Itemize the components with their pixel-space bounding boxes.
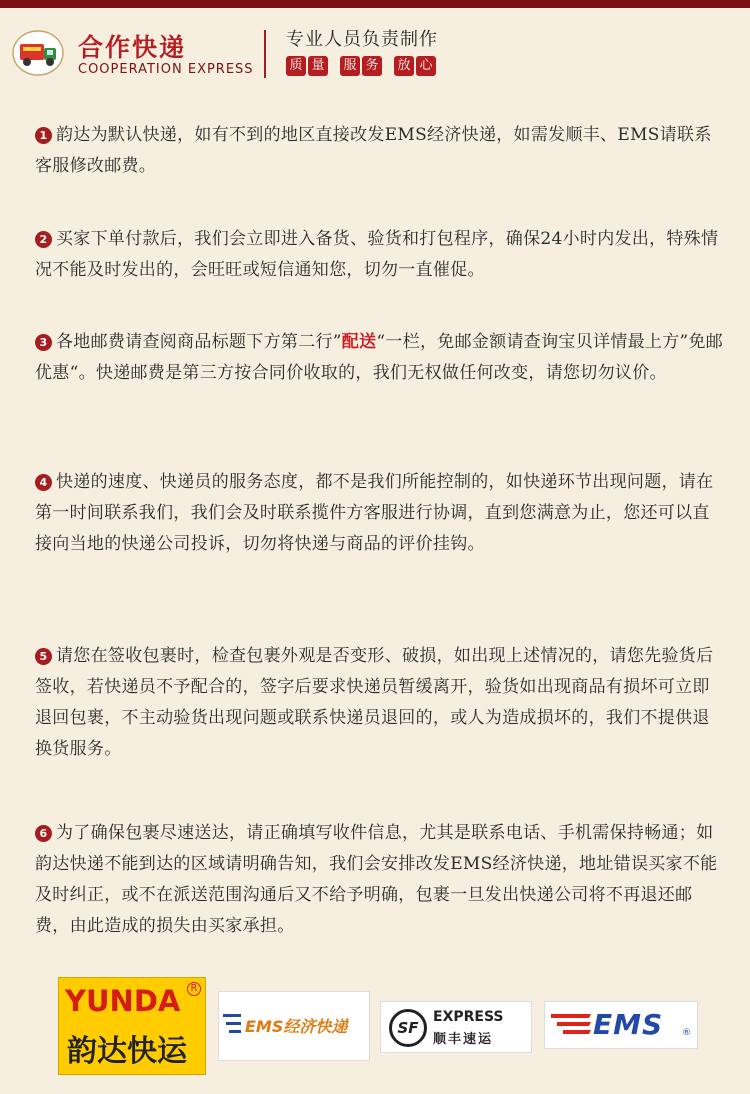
policy-item-6 <box>35 818 725 942</box>
policy-item-4 <box>35 467 725 560</box>
item-number-badge: 4 <box>35 474 52 491</box>
policy-text: 快递的速度、快递员的服务态度，都不是我们所能控制的，如快递环节出现问题，请在第一时间联系我们，我们会及时联系揽件方客服进行协调，直到您满意为止，您还可以直接向当地的快递公司投诉，切勿将快递与商品的评价挂钩。 <box>35 472 714 554</box>
badge-assurance <box>394 56 436 76</box>
policy-item-1 <box>35 120 725 182</box>
yunda-logo-en: YUNDA <box>65 984 181 1018</box>
badge-char: 服 <box>340 56 360 76</box>
top-bar <box>0 0 750 8</box>
policy-text-before: 各地邮费请查阅商品标题下方第二行” <box>56 332 342 352</box>
policy-text-after: “一栏，免邮金额请查询宝贝详情最上方”免邮优惠“。快递邮费是第三方按合同价收取的，我们无权做任何改变，请您切勿议价。 <box>35 332 724 383</box>
carrier-logos <box>0 975 750 1075</box>
policy-text: 买家下单付款后，我们会立即进入备货、验货和打包程序，确保24小时内发出，特殊情况不能及时发出的，会旺旺或短信通知您，切勿一直催促。 <box>35 229 719 280</box>
item-number-badge: 5 <box>35 648 52 665</box>
header-divider <box>264 30 266 78</box>
policy-item-3 <box>35 327 725 389</box>
ems-economy-text: EMS经济快递 <box>245 1017 348 1036</box>
speed-lines-icon <box>223 1010 243 1040</box>
badge-char: 放 <box>394 56 414 76</box>
delivery-highlight: 配送 <box>341 332 377 352</box>
brand-name-cn: 合作快递 <box>78 33 187 62</box>
badge-char: 质 <box>286 56 306 76</box>
item-number-badge: 1 <box>35 127 52 144</box>
header <box>0 8 750 88</box>
item-number-badge: 2 <box>35 231 52 248</box>
policy-text: 请您在签收包裹时，检查包裹外观是否变形、破损，如出现上述情况的，请您先验货后签收，若快递员不予配合的，签字后要求快递员暂缓离开，验货如出现商品有损坏可立即退回包裹，不主动验货出现问题或联系快递员退回的，或人为造成损坏的，我们不提供退换货服务。 <box>35 646 714 759</box>
item-number-badge: 3 <box>35 334 52 351</box>
policy-text: 为了确保包裹尽速送达，请正确填写收件信息，尤其是联系电话、手机需保持畅通；如韵达快递不能到达的区域请明确告知，我们会安排改发EMS经济快递，地址错误买家不能及时纠正，或不在派送范围沟通后又不给予明确，包裹一旦发出快递公司将不再退还邮费，由此造成的损失由买家承担。 <box>35 823 718 936</box>
badge-quality <box>286 56 328 76</box>
brand-name-en: COOPERATION EXPRESS <box>78 62 254 77</box>
registered-mark: ® <box>682 1028 691 1038</box>
sf-express-logo <box>380 1001 532 1053</box>
ems-logo <box>544 1001 698 1049</box>
tagline: 专业人员负责制作 <box>286 29 438 50</box>
yunda-logo-cn: 韵达快运 <box>67 1034 187 1069</box>
item-number-badge: 6 <box>35 825 52 842</box>
sf-express-en: EXPRESS <box>433 1009 504 1025</box>
policy-item-5 <box>35 641 725 765</box>
ems-economy-logo <box>218 991 370 1061</box>
registered-mark: R <box>187 982 201 996</box>
ems-wing-icon <box>551 1012 593 1038</box>
yunda-logo <box>58 977 206 1075</box>
policy-text: 韵达为默认快递，如有不到的地区直接改发EMS经济快递，如需发顺丰、EMS请联系客服修改邮费。 <box>35 125 712 176</box>
badge-row <box>286 56 436 76</box>
ems-text: EMS <box>593 1008 664 1041</box>
express-truck-logo-icon <box>12 30 64 76</box>
sf-mark: SF <box>389 1009 427 1047</box>
badge-char: 务 <box>362 56 382 76</box>
sf-express-cn: 顺丰速运 <box>433 1032 494 1047</box>
badge-service <box>340 56 382 76</box>
policy-item-2 <box>35 224 725 286</box>
badge-char: 心 <box>416 56 436 76</box>
badge-char: 量 <box>308 56 328 76</box>
